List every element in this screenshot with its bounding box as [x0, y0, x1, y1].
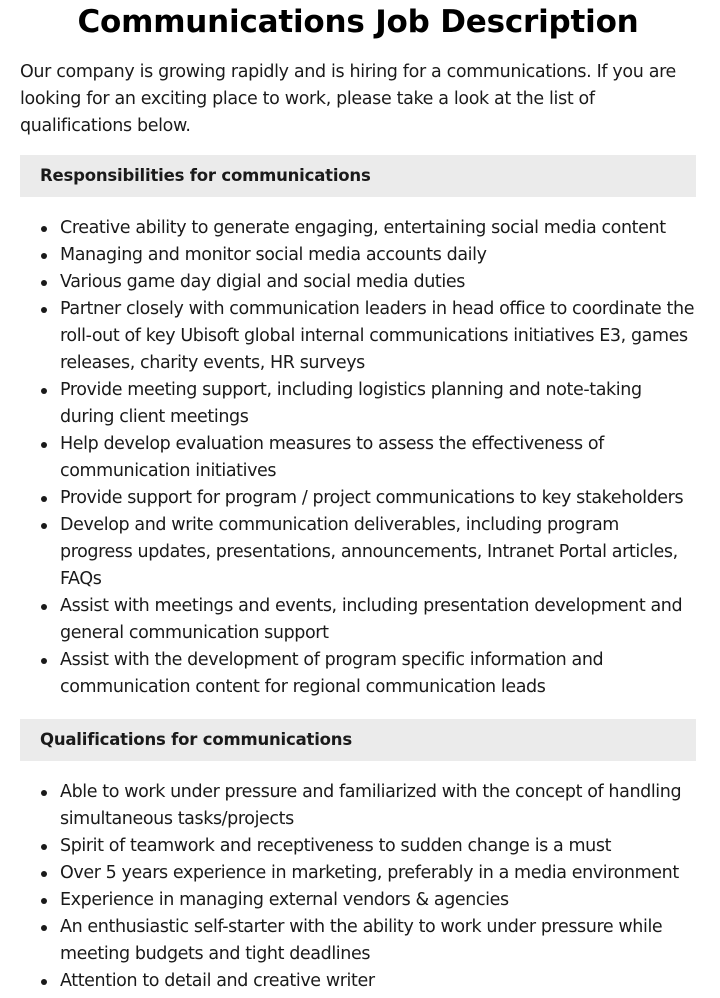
- intro-paragraph: Our company is growing rapidly and is hiring for a communications. If you are looking for an exciting place to work, please take a look at the list of qualifications below.: [20, 62, 676, 136]
- responsibility-item: Provide meeting support, including logistics planning and note-taking during client meetings: [60, 377, 696, 431]
- responsibility-item: Creative ability to generate engaging, entertaining social media content: [60, 215, 696, 242]
- qualification-item: An enthusiastic self-starter with the ability to work under pressure while meeting budgets and tight deadlines: [60, 914, 696, 968]
- responsibility-item: Develop and write communication deliverables, including program progress updates, presentations, announcements, Intranet Portal articles, FAQs: [60, 512, 696, 593]
- qualification-item: Experience in managing external vendors & agencies: [60, 887, 696, 914]
- qualification-item: Able to work under pressure and familiarized with the concept of handling simultaneous tasks/projects: [60, 779, 696, 833]
- responsibility-item: Assist with the development of program specific information and communication content for regional communication leads: [60, 647, 696, 701]
- qualification-item: Spirit of teamwork and receptiveness to sudden change is a must: [60, 833, 696, 860]
- responsibility-item: Managing and monitor social media accounts daily: [60, 242, 696, 269]
- qualifications-heading: Qualifications for communications: [20, 719, 696, 761]
- responsibility-item: Various game day digial and social media duties: [60, 269, 696, 296]
- responsibilities-list: [20, 215, 696, 701]
- qualifications-list: [20, 779, 696, 995]
- page-title: Communications Job Description: [77, 4, 639, 40]
- responsibility-item: Provide support for program / project communications to key stakeholders: [60, 485, 696, 512]
- responsibilities-heading: Responsibilities for communications: [20, 155, 696, 197]
- responsibility-item: Assist with meetings and events, including presentation development and general communication support: [60, 593, 696, 647]
- responsibility-item: Partner closely with communication leaders in head office to coordinate the roll-out of key Ubisoft global internal communications initiatives E3, games releases, charity events, HR surveys: [60, 296, 696, 377]
- qualification-item: Attention to detail and creative writer: [60, 968, 696, 995]
- qualification-item: Over 5 years experience in marketing, preferably in a media environment: [60, 860, 696, 887]
- responsibility-item: Help develop evaluation measures to assess the effectiveness of communication initiatives: [60, 431, 696, 485]
